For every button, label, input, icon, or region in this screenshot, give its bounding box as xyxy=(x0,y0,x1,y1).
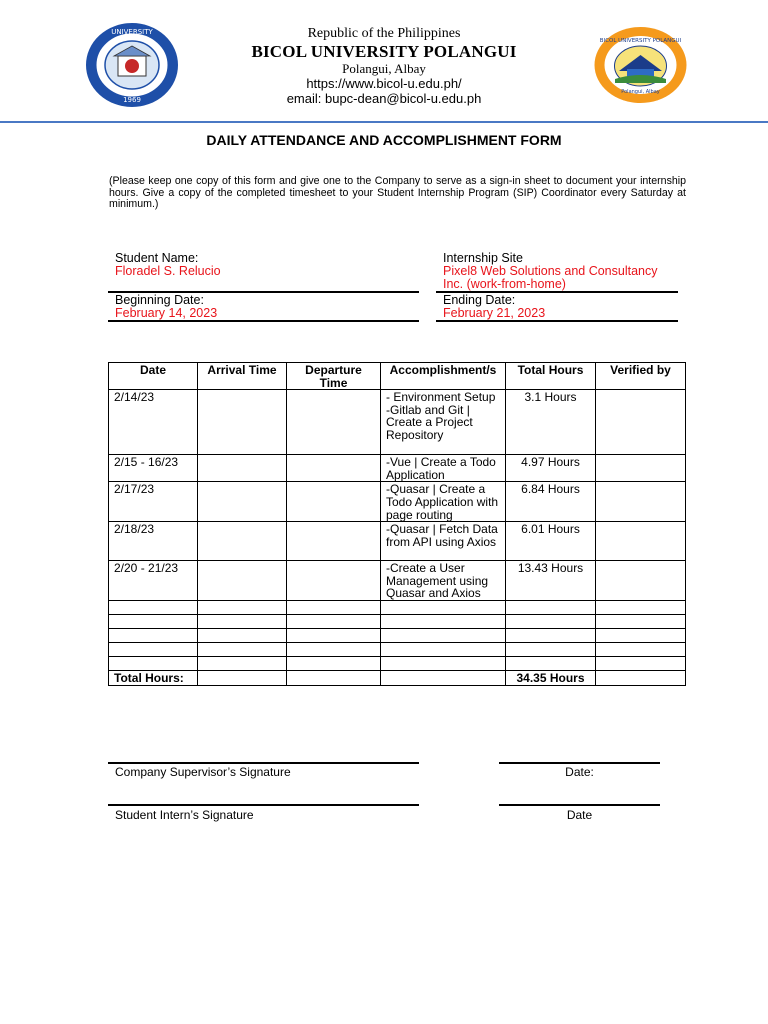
beginning-date-underline xyxy=(108,320,419,322)
internship-site-value-line1: Pixel8 Web Solutions and Consultancy xyxy=(443,264,658,278)
cell-verified xyxy=(596,482,686,522)
cell-hours: 6.01 Hours xyxy=(506,522,596,561)
table-row xyxy=(109,561,686,601)
form-title: DAILY ATTENDANCE AND ACCOMPLISHMENT FORM xyxy=(206,132,562,148)
header-accomplishments: Accomplishment/s xyxy=(381,363,506,390)
university-name: BICOL UNIVERSITY POLANGUI xyxy=(251,42,517,61)
table-row xyxy=(109,522,686,561)
ending-date-label: Ending Date: xyxy=(443,293,516,307)
cell-departure xyxy=(287,390,381,455)
cell-arrival xyxy=(198,561,287,601)
supervisor-signature-line xyxy=(108,762,419,764)
svg-text:UNIVERSITY: UNIVERSITY xyxy=(111,28,153,36)
republic-heading: Republic of the Philippines xyxy=(307,26,461,41)
header-date: Date xyxy=(109,363,198,390)
cell-departure xyxy=(287,522,381,561)
intern-date-label: Date xyxy=(566,808,593,822)
total-hours-label: Total Hours: xyxy=(109,670,198,685)
cell-arrival xyxy=(198,522,287,561)
header-divider xyxy=(0,121,768,123)
header-arrival-time: Arrival Time xyxy=(198,363,287,390)
cell-arrival xyxy=(198,390,287,455)
intern-date-line xyxy=(499,804,660,806)
cell-arrival xyxy=(198,455,287,482)
cell-accomplishment: -Quasar | Fetch Data from API using Axios xyxy=(381,522,506,561)
cell-hours: 3.1 Hours xyxy=(506,390,596,455)
cell-accomplishment-text: - Environment Setup -Gitlab and Git | Create a Project Repository xyxy=(386,390,496,442)
attendance-table xyxy=(108,362,686,686)
student-name-label: Student Name: xyxy=(115,251,199,265)
table-row-empty xyxy=(109,628,686,642)
svg-text:Polangui, Albay: Polangui, Albay xyxy=(621,89,660,95)
cell-departure xyxy=(287,455,381,482)
table-row-empty xyxy=(109,642,686,656)
cell-date: 2/15 - 16/23 xyxy=(109,455,198,482)
table-row xyxy=(109,390,686,455)
cell-date: 2/14/23 xyxy=(109,390,198,455)
cell-date: 2/17/23 xyxy=(109,482,198,522)
svg-text:1969: 1969 xyxy=(123,96,141,104)
table-row xyxy=(109,455,686,482)
svg-text:BICOL UNIVERSITY POLANGUI: BICOL UNIVERSITY POLANGUI xyxy=(599,38,682,44)
total-row xyxy=(109,670,686,685)
supervisor-date-line xyxy=(499,762,660,764)
cell-hours: 4.97 Hours xyxy=(506,455,596,482)
total-hours-value: 34.35 Hours xyxy=(506,670,596,685)
university-location: Polangui, Albay xyxy=(342,61,426,76)
intern-signature-label: Student Intern’s Signature xyxy=(115,808,254,822)
cell-verified xyxy=(596,390,686,455)
form-instructions: (Please keep one copy of this form and give one to the Company to serve as a sign-in sheet to document your internship hours. Give a copy of the completed timesheet to your Student Internship Program (SIP) Coordinator every Saturday at minimum.) xyxy=(109,175,686,211)
ending-date-underline xyxy=(436,320,678,322)
header-total-hours: Total Hours xyxy=(506,363,596,390)
supervisor-date-label: Date: xyxy=(565,765,594,779)
header-departure-time: Departure Time xyxy=(287,363,381,390)
university-url[interactable]: https://www.bicol-u.edu.ph/ xyxy=(306,76,462,91)
cell-verified xyxy=(596,522,686,561)
cell-date: 2/20 - 21/23 xyxy=(109,561,198,601)
internship-site-label: Internship Site xyxy=(443,251,523,265)
cell-hours: 13.43 Hours xyxy=(506,561,596,601)
university-email[interactable]: email: bupc-dean@bicol-u.edu.ph xyxy=(286,91,482,106)
cell-accomplishment xyxy=(381,390,506,455)
intern-signature-line xyxy=(108,804,419,806)
cell-hours: 6.84 Hours xyxy=(506,482,596,522)
table-row xyxy=(109,482,686,522)
cell-verified xyxy=(596,561,686,601)
beginning-date-value: February 14, 2023 xyxy=(115,306,218,320)
cell-date: 2/18/23 xyxy=(109,522,198,561)
cell-departure xyxy=(287,561,381,601)
cell-accomplishment: -Quasar | Create a Todo Application with page routing xyxy=(381,482,506,522)
ending-date-value: February 21, 2023 xyxy=(443,306,546,320)
header-verified-by: Verified by xyxy=(596,363,686,390)
cell-arrival xyxy=(198,482,287,522)
table-header-row xyxy=(109,363,686,390)
cell-verified xyxy=(596,455,686,482)
internship-site-value-line2: Inc. (work-from-home) xyxy=(443,277,566,291)
cell-accomplishment: -Vue | Create a Todo Application xyxy=(381,455,506,482)
table-row-empty xyxy=(109,614,686,628)
supervisor-signature-label: Company Supervisor’s Signature xyxy=(115,765,291,779)
student-name-value: Floradel S. Relucio xyxy=(115,264,221,278)
table-row-empty xyxy=(109,656,686,670)
beginning-date-label: Beginning Date: xyxy=(115,293,204,307)
table-row-empty xyxy=(109,600,686,614)
cell-departure xyxy=(287,482,381,522)
cell-accomplishment: -Create a User Management using Quasar and Axios xyxy=(381,561,506,601)
